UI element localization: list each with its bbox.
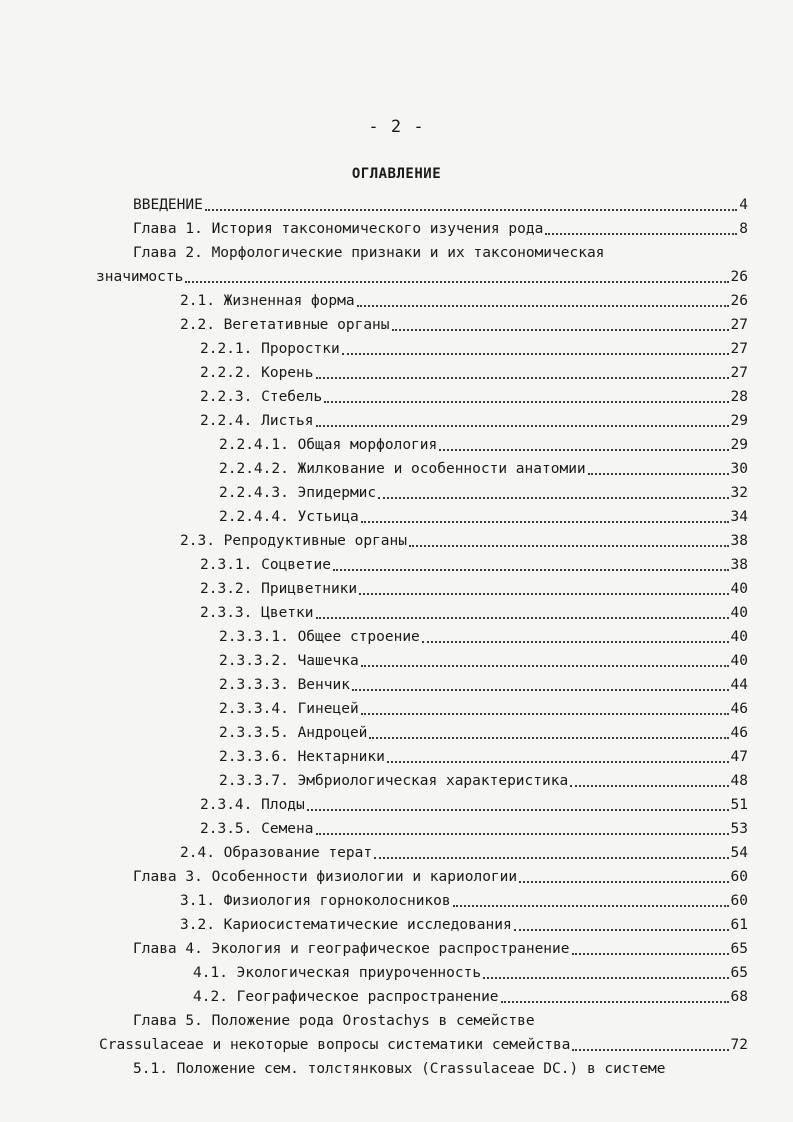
toc-entry bbox=[219, 457, 748, 481]
page-number: - 2 - bbox=[368, 117, 425, 137]
toc-entry-page: 47 bbox=[730, 749, 748, 765]
toc-entry bbox=[219, 673, 748, 697]
toc-entry-page: 27 bbox=[730, 365, 748, 381]
toc-entry-page: 29 bbox=[730, 413, 748, 429]
toc-entry bbox=[133, 937, 748, 961]
toc-leader-dots bbox=[361, 520, 729, 523]
toc-entry-page: 54 bbox=[730, 845, 748, 861]
toc-leader-dots bbox=[572, 1048, 728, 1051]
toc-entry bbox=[180, 889, 748, 913]
toc-entry-title: значимость bbox=[96, 269, 184, 285]
toc-entry-title: 2.3.5. Семена bbox=[200, 821, 314, 837]
toc-entry-page: 53 bbox=[730, 821, 748, 837]
toc-entry-title: 2.1. Жизненная форма bbox=[180, 293, 355, 309]
toc-entry bbox=[200, 577, 748, 601]
toc-entry bbox=[200, 385, 748, 409]
toc-entry bbox=[133, 193, 748, 217]
toc-entry-page: 40 bbox=[730, 581, 748, 597]
toc-entry bbox=[219, 625, 748, 649]
toc-entry-title: 2.3.3. Цветки bbox=[200, 605, 314, 621]
toc-entry-page: 65 bbox=[730, 965, 748, 981]
toc-leader-dots bbox=[369, 736, 728, 739]
toc-entry-page: 46 bbox=[730, 725, 748, 741]
toc-entry bbox=[200, 601, 748, 625]
toc-entry-title: 2.2.4.2. Жилкование и особенности анатомии bbox=[219, 461, 586, 477]
toc-entry-page: 38 bbox=[730, 533, 748, 549]
toc-entry-page: 40 bbox=[730, 653, 748, 669]
toc-entry-title: 2.2.4.4. Устьица bbox=[219, 509, 359, 525]
toc-leader-dots bbox=[545, 232, 737, 235]
toc-leader-dots bbox=[378, 496, 728, 499]
toc-entry-title: Глава 3. Особенности физиологии и кариологии bbox=[133, 869, 518, 885]
toc-entry bbox=[99, 1033, 748, 1057]
toc-entry-page: 28 bbox=[730, 389, 748, 405]
toc-entry-title: 2.3.3.3. Венчик bbox=[219, 677, 350, 693]
toc-leader-dots bbox=[409, 544, 729, 547]
toc-entry bbox=[180, 913, 748, 937]
toc-entry bbox=[219, 721, 748, 745]
toc-entry bbox=[219, 745, 748, 769]
toc-leader-dots bbox=[572, 952, 729, 955]
toc-entry-title: 2.3.3.5. Андроцей bbox=[219, 725, 368, 741]
toc-leader-dots bbox=[453, 904, 729, 907]
toc-heading: ОГЛАВЛЕНИЕ bbox=[351, 166, 442, 182]
toc-entry-title: 2.3.3.4. Гинецей bbox=[219, 701, 359, 717]
toc-entry-title: 2.2.4.3. Эпидермис bbox=[219, 485, 377, 501]
toc-entry-page: 68 bbox=[730, 989, 748, 1005]
toc-entry bbox=[180, 289, 748, 313]
toc-entry-page: 46 bbox=[730, 701, 748, 717]
toc-entry bbox=[219, 481, 748, 505]
toc-leader-dots bbox=[374, 856, 728, 859]
toc-leader-dots bbox=[352, 688, 729, 691]
toc-entry-title: 2.3.1. Соцветие bbox=[200, 557, 331, 573]
toc-entry-title: 2.3.2. Прицветники bbox=[200, 581, 358, 597]
toc-entry bbox=[200, 553, 748, 577]
toc-entry-page: 30 bbox=[730, 461, 748, 477]
toc-entry-page: 60 bbox=[730, 869, 748, 885]
toc-leader-dots bbox=[333, 568, 729, 571]
toc-leader-dots bbox=[316, 616, 729, 619]
toc-leader-dots bbox=[185, 280, 728, 283]
toc-entry-title: 2.3. Репродуктивные органы bbox=[180, 533, 407, 549]
toc-entry bbox=[219, 769, 748, 793]
toc-entry-page: 34 bbox=[730, 509, 748, 525]
toc-entry-title: Глава 5. Положение рода Orostachys в семействе bbox=[133, 1013, 535, 1029]
toc-entry-page: 51 bbox=[730, 797, 748, 813]
toc-entry-title: 5.1. Положение сем. толстянковых (Crassulaceae DC.) в системе bbox=[133, 1061, 666, 1077]
toc-entry-title: 4.2. Географическое распространение bbox=[193, 989, 499, 1005]
toc-entry-title: 2.4. Образование терат bbox=[180, 845, 373, 861]
toc-entry-page: 38 bbox=[730, 557, 748, 573]
toc-entry-title: 2.3.3.6. Нектарники bbox=[219, 749, 385, 765]
toc-entry-title: 2.3.3.7. Эмбриологическая характеристика bbox=[219, 773, 569, 789]
toc-entry bbox=[200, 817, 748, 841]
toc-entry bbox=[219, 697, 748, 721]
toc-entry-page: 40 bbox=[730, 629, 748, 645]
toc-entry-title: 2.2.4. Листья bbox=[200, 413, 314, 429]
toc-entry bbox=[96, 265, 748, 289]
toc-entry-title: 2.3.3.1. Общее строение bbox=[219, 629, 420, 645]
toc-entry-title: 3.1. Физиология горноколосников bbox=[180, 893, 451, 909]
toc-leader-dots bbox=[483, 976, 728, 979]
toc-entry-title: Crassulaceae и некоторые вопросы систематики семейства bbox=[99, 1037, 571, 1053]
toc-entry-page: 27 bbox=[730, 317, 748, 333]
toc-entry bbox=[200, 361, 748, 385]
toc-entry bbox=[133, 865, 748, 889]
toc-leader-dots bbox=[316, 832, 729, 835]
toc-entry-page: 61 bbox=[730, 917, 748, 933]
toc-entry bbox=[193, 985, 748, 1009]
toc-entry bbox=[219, 649, 748, 673]
toc-entry-title: Глава 4. Экология и географическое распространение bbox=[133, 941, 570, 957]
toc-entry-title: 2.2.3. Стебель bbox=[200, 389, 323, 405]
toc-entry-page: 29 bbox=[730, 437, 748, 453]
toc-entry-title: 2.2.1. Проростки bbox=[200, 341, 340, 357]
toc-entry-title: 2.2.4.1. Общая морфология bbox=[219, 437, 438, 453]
toc-entry bbox=[219, 505, 748, 529]
toc-entry-title: 2.3.4. Плоды bbox=[200, 797, 305, 813]
toc-entry-title: 2.2. Вегетативные органы bbox=[180, 317, 390, 333]
toc-entry bbox=[200, 793, 748, 817]
toc-entry-title: Глава 1. История таксономического изучения рода bbox=[133, 221, 544, 237]
toc-leader-dots bbox=[324, 400, 728, 403]
toc-entry bbox=[180, 529, 748, 553]
toc-leader-dots bbox=[588, 472, 729, 475]
toc-entry-page: 65 bbox=[730, 941, 748, 957]
toc-leader-dots bbox=[361, 664, 729, 667]
toc-leader-dots bbox=[439, 448, 728, 451]
toc-leader-dots bbox=[316, 424, 729, 427]
toc-leader-dots bbox=[514, 928, 729, 931]
toc-leader-dots bbox=[205, 208, 737, 211]
toc-leader-dots bbox=[387, 760, 729, 763]
toc-entry-page: 72 bbox=[730, 1037, 748, 1053]
toc-entry-page: 8 bbox=[739, 221, 748, 237]
toc-entry bbox=[193, 961, 748, 985]
toc-entry-page: 32 bbox=[730, 485, 748, 501]
toc-leader-dots bbox=[422, 640, 729, 643]
toc-entry-page: 4 bbox=[739, 197, 748, 213]
toc-entry-title: 3.2. Кариосистематические исследования bbox=[180, 917, 512, 933]
toc-entry bbox=[200, 337, 748, 361]
toc-entry-page: 44 bbox=[730, 677, 748, 693]
toc-entry-page: 27 bbox=[730, 341, 748, 357]
toc-leader-dots bbox=[316, 376, 729, 379]
toc-leader-dots bbox=[357, 304, 729, 307]
toc-leader-dots bbox=[307, 808, 729, 811]
toc-entry-page: 26 bbox=[730, 293, 748, 309]
toc-entry bbox=[133, 1009, 748, 1033]
toc-entry-page: 48 bbox=[730, 773, 748, 789]
toc-entry-title: 4.1. Экологическая приуроченность bbox=[193, 965, 482, 981]
toc-entry bbox=[133, 241, 748, 265]
toc-entry bbox=[180, 841, 748, 865]
toc-leader-dots bbox=[361, 712, 729, 715]
toc-entry-page: 40 bbox=[730, 605, 748, 621]
toc-entry bbox=[133, 217, 748, 241]
toc-entry bbox=[200, 409, 748, 433]
toc-leader-dots bbox=[501, 1000, 729, 1003]
toc-entry-title: 2.3.3.2. Чашечка bbox=[219, 653, 359, 669]
toc-leader-dots bbox=[359, 592, 728, 595]
toc-entry bbox=[133, 1057, 748, 1081]
toc-entry-title: ВВЕДЕНИЕ bbox=[133, 197, 203, 213]
toc-entry-page: 26 bbox=[730, 269, 748, 285]
toc-leader-dots bbox=[519, 880, 728, 883]
toc-leader-dots bbox=[342, 352, 729, 355]
toc-leader-dots bbox=[570, 784, 728, 787]
toc-entry bbox=[219, 433, 748, 457]
toc-entry bbox=[180, 313, 748, 337]
toc-entry-title: 2.2.2. Корень bbox=[200, 365, 314, 381]
toc-entry-title: Глава 2. Морфологические признаки и их таксономическая bbox=[133, 245, 605, 261]
toc-entry-page: 60 bbox=[730, 893, 748, 909]
toc-leader-dots bbox=[392, 328, 729, 331]
